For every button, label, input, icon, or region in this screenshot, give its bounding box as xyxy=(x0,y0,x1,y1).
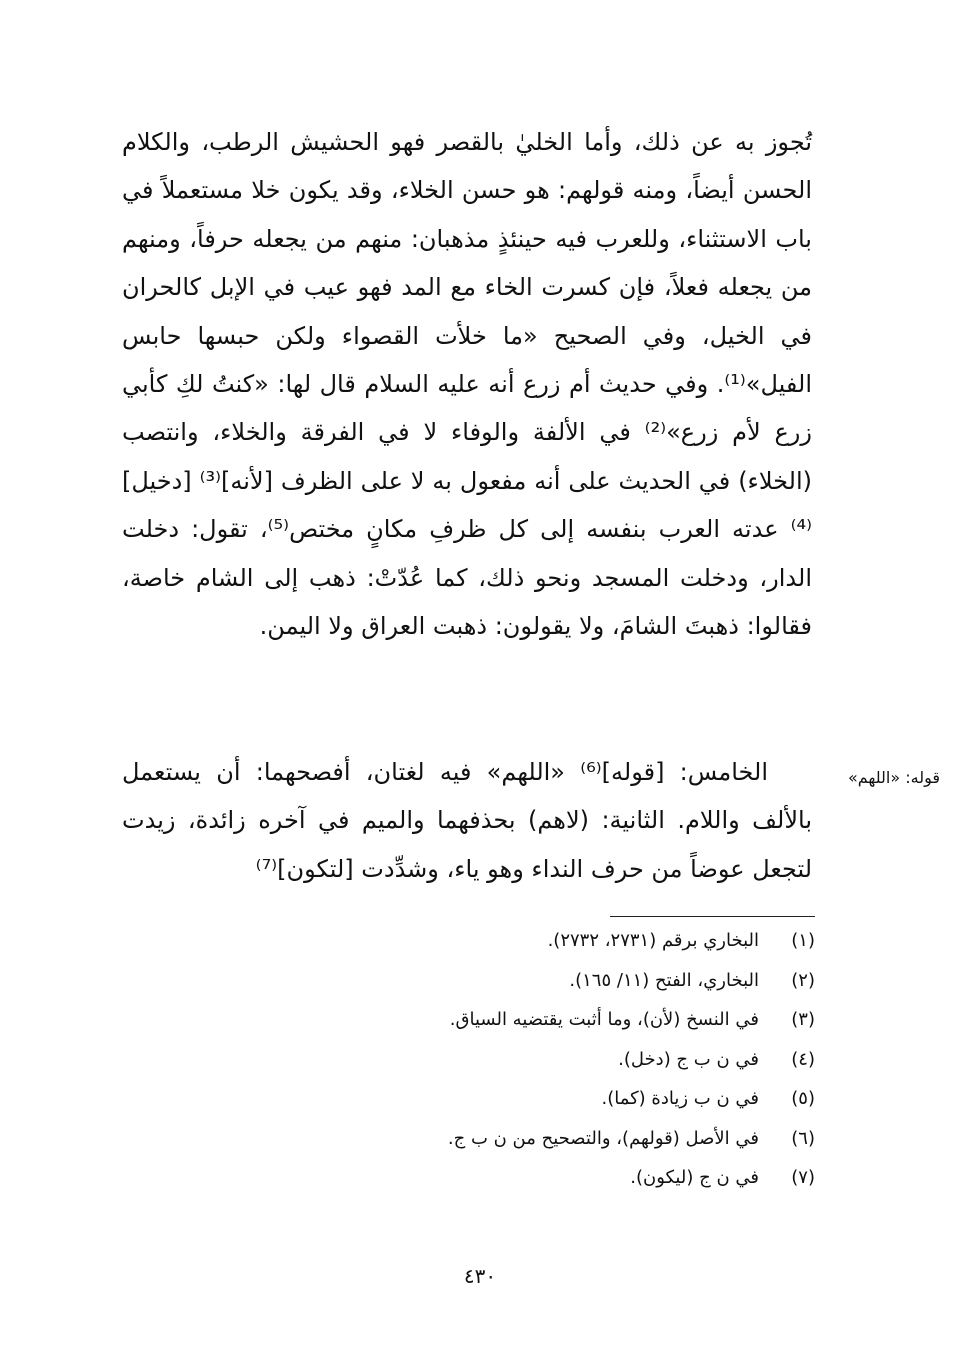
footnote xyxy=(300,1087,815,1127)
footnote-number: (٤) xyxy=(791,1048,815,1070)
footnote-text: في ن ج (ليكون). xyxy=(630,1167,759,1188)
footnote-number: (٦) xyxy=(791,1127,815,1149)
footnote xyxy=(300,929,815,969)
footnote-separator xyxy=(610,916,815,917)
main-paragraph: تُجوز به عن ذلك، وأما الخليٰ بالقصر فهو الحشيش الرطب، والكلام الحسن أيضاً، ومنه قولهم: هو حسن الخلاء، وقد يكون خلا مستعملاً في باب الاستثناء، وللعرب فيه حينئذٍ مذهبان: منهم من يجعله حرفاً، ومنهم من يجعله فعلاً، فإن كسرت الخاء مع المد فهو عيب في الإبل كالحران في الخيل، وفي الصحيح «ما خلأت القصواء ولكن حبسها حابس الفيل»⁽¹⁾. وفي حديث أم زرع أنه عليه السلام قال لها: «كنتُ لكِ كأبي زرع لأم زرع»⁽²⁾ في الألفة والوفاء لا في الفرقة والخلاء، وانتصب (الخلاء) في الحديث على أنه مفعول به لا على الظرف [لأنه]⁽³⁾ [دخيل]⁽⁴⁾ عدته العرب بنفسه إلى كل ظرفِ مكانٍ مختص⁽⁵⁾، تقول: دخلت الدار، ودخلت المسجد ونحو ذلك، كما عُدّتْ: ذهب إلى الشام خاصة، فقالوا: ذهبتَ الشامَ، ولا يقولون: ذهبت العراق ولا اليمن. xyxy=(122,128,812,641)
footnote-text: البخاري، الفتح (١١/ ١٦٥). xyxy=(569,969,759,991)
footnote-text: في الأصل (قولهم)، والتصحيح من ن ب ج. xyxy=(447,1127,759,1149)
section-paragraph: الخامس: [قوله]⁽⁶⁾ «اللهم» فيه لغتان، أفصحهما: أن يستعمل بالألف واللام. الثانية: (لاهم) بحذفهما والميم في آخره زائدة، زيدت لتجعل عوضاً من حرف النداء وهو ياء، وشدِّدت [لتكون]⁽⁷⁾ xyxy=(122,758,812,883)
footnotes-list xyxy=(300,929,815,1206)
page-number: ٤٣٠ xyxy=(463,1264,497,1288)
margin-note: قوله: «اللهم» xyxy=(847,768,940,787)
footnote xyxy=(300,1166,815,1206)
footnote xyxy=(300,1048,815,1088)
footnote-text: في النسخ (لأن)، وما أثبت يقتضيه السياق. xyxy=(449,1009,759,1030)
footnote-number: (٣) xyxy=(791,1009,815,1030)
footnote xyxy=(300,1127,815,1167)
footnote-number: (٧) xyxy=(791,1167,815,1188)
footnote-number: (٢) xyxy=(791,969,815,991)
footnote-number: (٥) xyxy=(791,1088,815,1109)
footnote-text: في ن ب زيادة (كما). xyxy=(601,1088,759,1109)
footnote-number: (١) xyxy=(791,930,815,951)
footnote-text: في ن ب ج (دخل). xyxy=(618,1048,759,1070)
footnote xyxy=(300,969,815,1009)
footnote-text: البخاري برقم (٢٧٣١، ٢٧٣٢). xyxy=(547,930,759,951)
footnote xyxy=(300,1008,815,1048)
